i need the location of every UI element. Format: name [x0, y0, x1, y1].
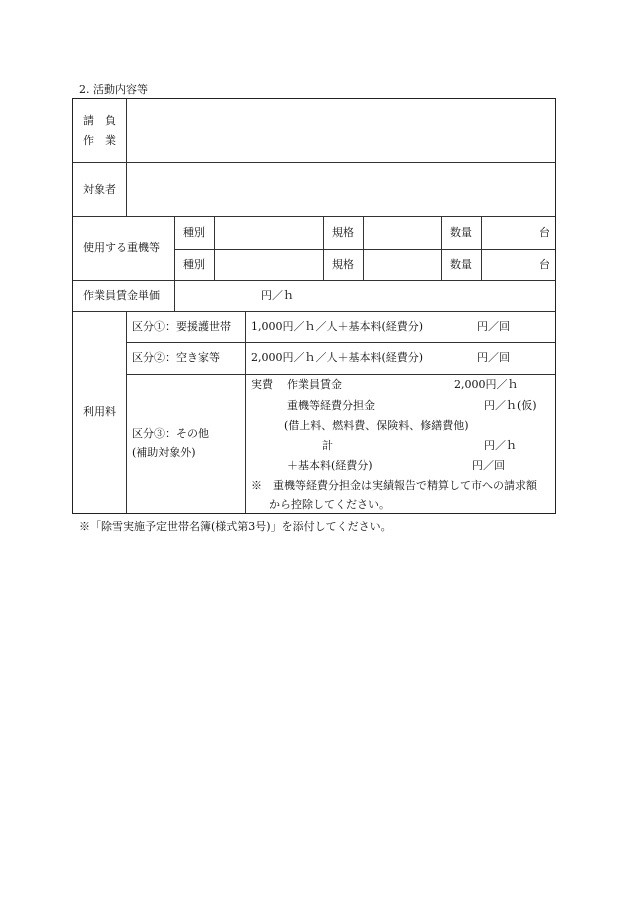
fee-cat2-field[interactable]	[421, 344, 476, 372]
machinery-qty-unit: 台	[539, 226, 550, 239]
machinery-spec-field[interactable]	[365, 251, 439, 278]
machinery-cost-field[interactable]	[413, 396, 481, 414]
wage-field[interactable]	[176, 282, 261, 309]
settlement-note: ※ 重機等経費分担金は実績報告で精算して市への請求額	[251, 479, 537, 492]
machinery-cost-label: 重機等経費分担金	[287, 399, 375, 412]
column-divider	[363, 216, 364, 280]
column-divider	[174, 280, 175, 311]
fee-cat3-sublabel: (補助対象外)	[132, 446, 196, 459]
total-field[interactable]	[413, 436, 481, 454]
total-unit: 円／ｈ	[484, 439, 517, 452]
column-divider	[214, 216, 215, 280]
row-divider	[126, 342, 555, 343]
contract-work-label: 作 業	[83, 134, 116, 147]
fee-cat1-rate: 1,000円／ｈ／人＋基本料(経費分)	[251, 320, 424, 333]
fee-cat1-field[interactable]	[421, 313, 476, 340]
base-fee-unit: 円／回	[472, 459, 505, 472]
column-divider	[323, 216, 324, 280]
column-divider	[245, 311, 246, 513]
base-fee-field[interactable]	[403, 456, 471, 474]
fee-label: 利用料	[83, 405, 116, 418]
column-divider	[481, 216, 482, 280]
machinery-qty-label: 数量	[450, 226, 472, 239]
machinery-type-label: 種別	[183, 226, 205, 239]
fee-cat2-rate: 2,000円／ｈ／人＋基本料(経費分)	[251, 351, 424, 364]
machinery-type-label: 種別	[183, 258, 205, 271]
machinery-qty-field[interactable]	[483, 218, 535, 247]
worker-wage-label: 作業員賃金	[287, 378, 342, 391]
row-divider	[73, 311, 555, 312]
row-divider	[174, 249, 555, 250]
section-title: 2. 活動内容等	[79, 83, 148, 96]
column-divider	[126, 99, 127, 216]
settlement-note: から控除してください。	[269, 498, 390, 511]
machinery-cost-unit: 円／ｈ(仮)	[484, 399, 537, 412]
row-divider	[126, 374, 555, 375]
contract-work-label: 請 負	[83, 114, 116, 127]
base-fee-label: ＋基本料(経費分)	[287, 459, 373, 472]
worker-wage-rate: 2,000円／ｈ	[454, 378, 519, 391]
fee-cat1-label: 区分①：要援護世帯	[132, 320, 231, 333]
target-field[interactable]	[128, 164, 553, 214]
machinery-type-field[interactable]	[216, 251, 321, 278]
row-divider	[73, 162, 555, 163]
row-divider	[73, 216, 555, 217]
fee-cat1-unit: 円／回	[477, 320, 510, 333]
machinery-cost-detail: (借上料、燃料費、保険料、修繕費他)	[284, 419, 469, 432]
footnote: ※「除雪実施予定世帯名簿(様式第3号)」を添付してください。	[79, 520, 392, 533]
machinery-spec-field[interactable]	[365, 218, 439, 247]
column-divider	[174, 216, 175, 280]
machinery-type-field[interactable]	[216, 218, 321, 247]
column-divider	[126, 311, 127, 513]
wage-label: 作業員賃金単価	[83, 289, 160, 302]
machinery-qty-unit: 台	[539, 258, 550, 271]
machinery-spec-label: 規格	[332, 258, 354, 271]
activity-table	[72, 98, 556, 514]
row-divider	[73, 280, 555, 281]
column-divider	[441, 216, 442, 280]
machinery-spec-label: 規格	[332, 226, 354, 239]
machinery-qty-label: 数量	[450, 258, 472, 271]
wage-unit: 円／ｈ	[261, 289, 294, 302]
total-label: 計	[322, 439, 333, 452]
actual-cost-prefix: 実費	[251, 378, 273, 391]
machinery-label: 使用する重機等	[83, 241, 160, 254]
fee-cat2-label: 区分②：空き家等	[132, 351, 220, 364]
fee-cat3-label: 区分③：その他	[132, 427, 209, 440]
contract-work-field[interactable]	[128, 100, 553, 160]
target-label: 対象者	[83, 183, 116, 196]
machinery-qty-field[interactable]	[483, 251, 535, 278]
fee-cat2-unit: 円／回	[477, 351, 510, 364]
